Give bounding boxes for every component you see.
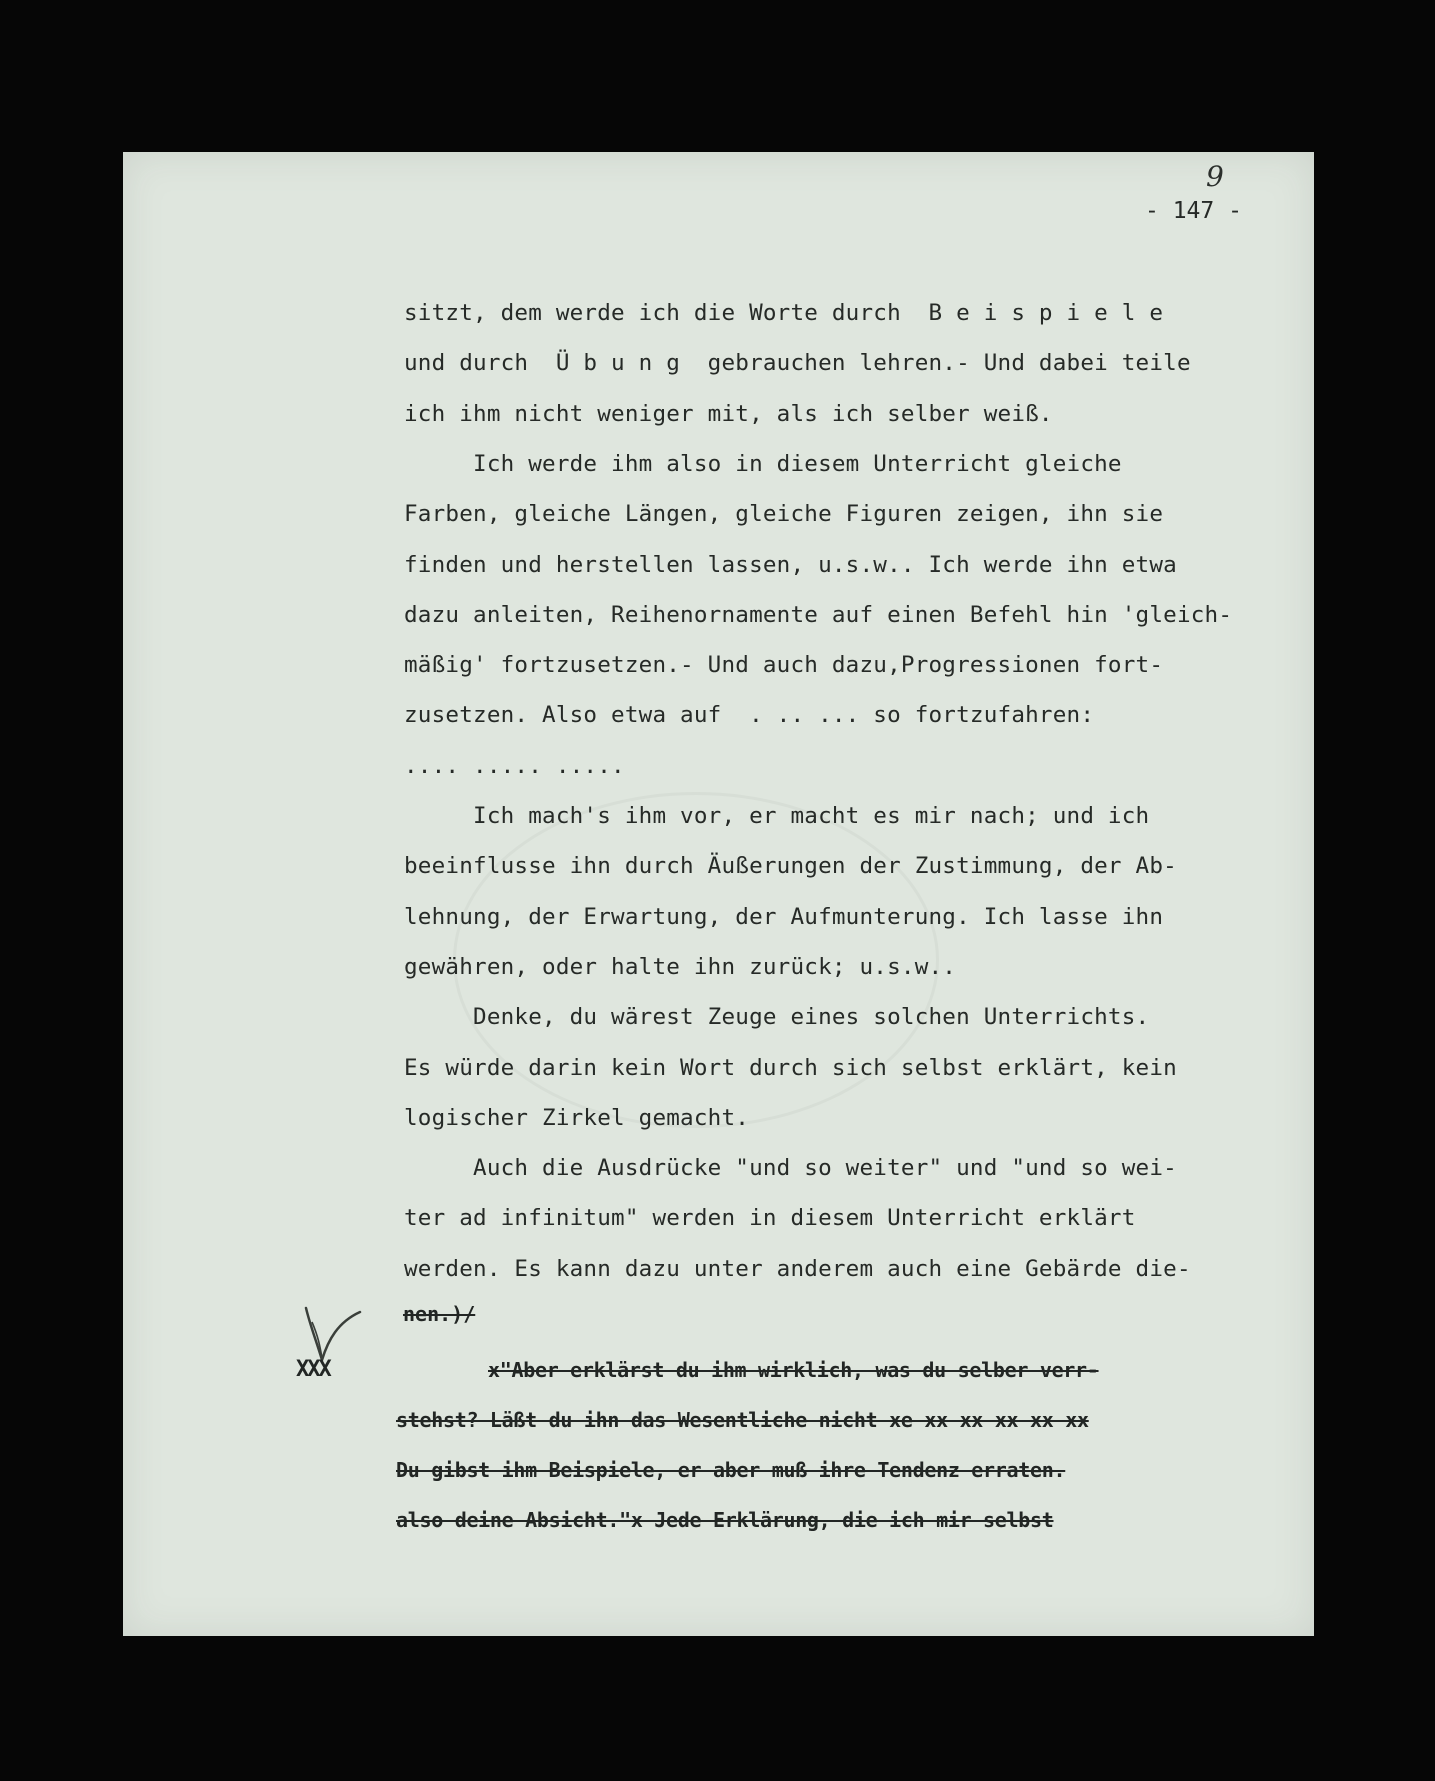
body-line: werden. Es kann dazu unter anderem auch eine Gebärde die- — [404, 1255, 1191, 1282]
body-line: Es würde darin kein Wort durch sich selbst erklärt, kein — [404, 1054, 1177, 1081]
body-line: beeinflusse ihn durch Äußerungen der Zustimmung, der Ab- — [404, 853, 1177, 880]
handwritten-folio-number: 9 — [1206, 160, 1224, 193]
struck-line: x"Aber erklärst du ihm wirklich, was du selber verr- — [488, 1358, 1099, 1382]
struck-line: stehst? Läßt du ihn das Wesentliche nicht xe xx xx xx xx xx — [396, 1408, 1089, 1432]
page-number: - 147 - — [1145, 198, 1242, 224]
struck-line: also deine Absicht."x Jede Erklärung, die ich mir selbst — [396, 1508, 1054, 1532]
body-line: ter ad infinitum" werden in diesem Unterricht erklärt — [404, 1205, 1136, 1232]
body-line: gewähren, oder halte ihn zurück; u.s.w.. — [404, 953, 957, 980]
body-line: Ich werde ihm also in diesem Unterricht gleiche — [404, 450, 1122, 477]
body-line: logischer Zirkel gemacht. — [404, 1104, 750, 1131]
body-line: Denke, du wärest Zeuge eines solchen Unterrichts. — [404, 1004, 1150, 1031]
body-line: lehnung, der Erwartung, der Aufmunterung. Ich lasse ihn — [404, 903, 1164, 930]
margin-struck-label: XXX — [296, 1357, 330, 1382]
body-line: dazu anleiten, Reihenornamente auf einen Befehl hin 'gleich- — [404, 601, 1233, 628]
body-line: .... ..... ..... — [404, 752, 625, 779]
body-line: finden und herstellen lassen, u.s.w.. Ich werde ihn etwa — [404, 551, 1177, 578]
body-line: zusetzen. Also etwa auf . .. ... so fortzufahren: — [404, 702, 1095, 729]
body-line: und durch Ü b u n g gebrauchen lehren.- Und dabei teile — [404, 350, 1191, 377]
struck-fragment: nen.)/ — [403, 1302, 476, 1326]
body-line: sitzt, dem werde ich die Worte durch B e i s p i e l e — [404, 300, 1164, 326]
body-line: Farben, gleiche Längen, gleiche Figuren zeigen, ihn sie — [404, 501, 1164, 528]
body-line: Ich mach's ihm vor, er macht es mir nach; und ich — [404, 803, 1150, 829]
body-line: mäßig' fortzusetzen.- Und auch dazu,Progressionen fort- — [404, 652, 1164, 679]
struck-line: Du gibst ihm Beispiele, er aber muß ihre Tendenz erraten. — [396, 1458, 1066, 1482]
body-line: Auch die Ausdrücke "und so weiter" und "und so wei- — [404, 1155, 1177, 1182]
body-line: ich ihm nicht weniger mit, als ich selber weiß. — [404, 400, 1053, 427]
